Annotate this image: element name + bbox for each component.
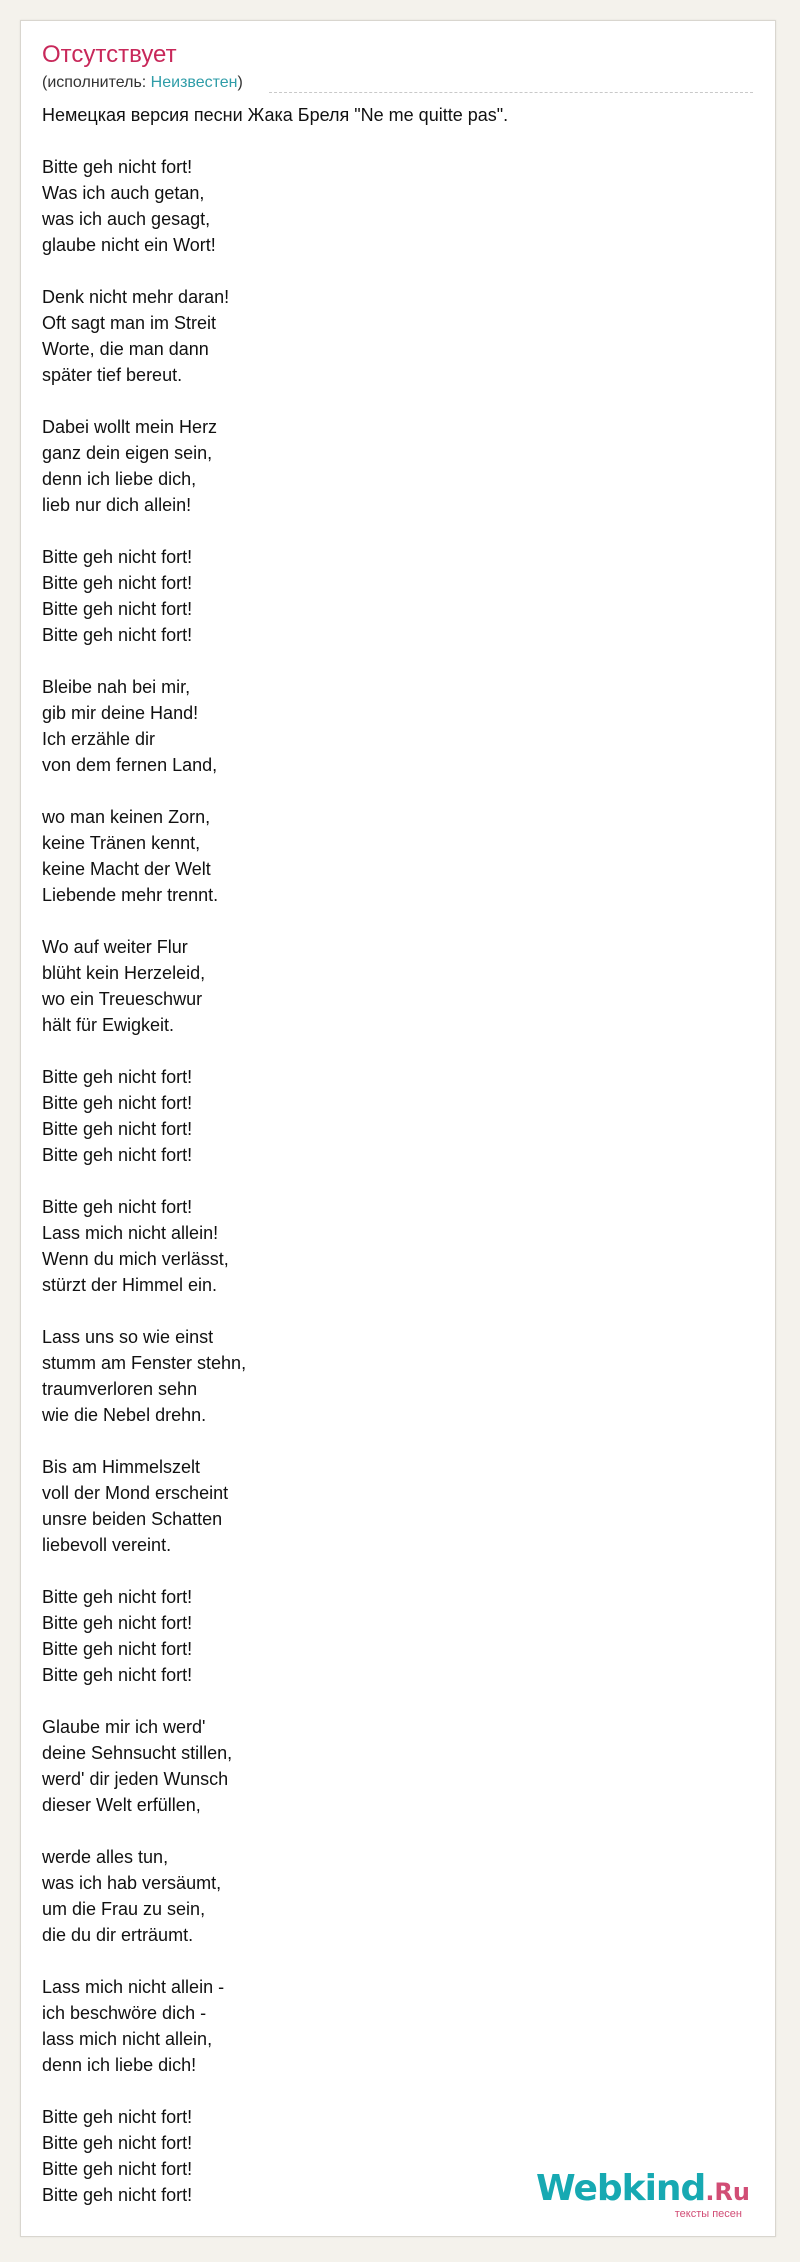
lyric-line: Bitte geh nicht fort! [42, 2107, 193, 2127]
lyric-line: was ich auch gesagt, [42, 209, 211, 229]
lyric-line: Bitte geh nicht fort! [42, 157, 193, 177]
lyric-line: Lass mich nicht allein! [42, 1223, 219, 1243]
lyric-line: dieser Welt erfüllen, [42, 1795, 201, 1815]
artist-link[interactable]: Неизвестен [150, 74, 238, 91]
lyric-line: denn ich liebe dich! [42, 2055, 197, 2075]
lyric-line: um die Frau zu sein, [42, 1899, 206, 1919]
lyric-line: voll der Mond erscheint [42, 1483, 229, 1503]
lyric-line: Bitte geh nicht fort! [42, 573, 193, 593]
lyric-line: wie die Nebel drehn. [42, 1405, 207, 1425]
stanza-gap [42, 1428, 742, 1454]
lyric-line: was ich hab versäumt, [42, 1873, 222, 1893]
lyric-line: Denk nicht mehr daran! [42, 287, 230, 307]
site-logo[interactable] [536, 2168, 750, 2220]
stanza-gap [42, 908, 742, 934]
stanza-gap [42, 388, 742, 414]
stanza-gap [42, 1558, 742, 1584]
lyric-line: ganz dein eigen sein, [42, 443, 213, 463]
stanza-gap [42, 1818, 742, 1844]
logo-tld-text: .Ru [705, 2178, 750, 2206]
lyric-line: Bitte geh nicht fort! [42, 1067, 193, 1087]
lyric-line: wo ein Treueschwur [42, 989, 203, 1009]
stanza-gap [42, 648, 742, 674]
lyric-line: hält für Ewigkeit. [42, 1015, 175, 1035]
lyric-line: Bitte geh nicht fort! [42, 547, 193, 567]
lyric-line: ich beschwöre dich - [42, 2003, 207, 2023]
lyric-line: glaube nicht ein Wort! [42, 235, 216, 255]
lyric-line: Bitte geh nicht fort! [42, 1639, 193, 1659]
stanza-gap [42, 1038, 742, 1064]
stanza-gap [42, 258, 742, 284]
stanza-gap [42, 1688, 742, 1714]
stanza-gap [42, 1298, 742, 1324]
lyric-line: Bis am Himmelszelt [42, 1457, 201, 1477]
lyric-line: Ich erzähle dir [42, 729, 156, 749]
lyric-line: keine Tränen kennt, [42, 833, 201, 853]
lyric-line: gib mir deine Hand! [42, 703, 199, 723]
lyric-line: denn ich liebe dich, [42, 469, 197, 489]
lyric-line: Wo auf weiter Flur [42, 937, 188, 957]
stanza-gap [42, 518, 742, 544]
lyric-line: liebevoll vereint. [42, 1535, 172, 1555]
lyric-line: keine Macht der Welt [42, 859, 211, 879]
lyric-line: Bitte geh nicht fort! [42, 2185, 193, 2205]
lyric-line: werde alles tun, [42, 1847, 169, 1867]
lyric-line: stumm am Fenster stehn, [42, 1353, 247, 1373]
lyric-line: deine Sehnsucht stillen, [42, 1743, 233, 1763]
lyric-line: Bitte geh nicht fort! [42, 599, 193, 619]
lyric-line: Bitte geh nicht fort! [42, 1119, 193, 1139]
lyric-line: traumverloren sehn [42, 1379, 198, 1399]
lyric-line: Dabei wollt mein Herz [42, 417, 218, 437]
lyric-line: Bitte geh nicht fort! [42, 1613, 193, 1633]
lyric-line: Lass mich nicht allein - [42, 1977, 225, 1997]
lyric-line: die du dir erträumt. [42, 1925, 194, 1945]
lyric-line: Bleibe nah bei mir, [42, 677, 191, 697]
stanza-gap [42, 128, 742, 154]
lyric-line: wo man keinen Zorn, [42, 807, 211, 827]
lyric-line: Bitte geh nicht fort! [42, 1665, 193, 1685]
lyric-line: Bitte geh nicht fort! [42, 2133, 193, 2153]
lyric-line: lass mich nicht allein, [42, 2029, 213, 2049]
lyric-line: Was ich auch getan, [42, 183, 205, 203]
lyrics-text [42, 102, 742, 2208]
lyric-line: Wenn du mich verlässt, [42, 1249, 229, 1269]
lyric-line: werd' dir jeden Wunsch [42, 1769, 229, 1789]
lyric-line: Немецкая версия песни Жака Бреля "Ne me quitte pas". [42, 105, 509, 125]
stanza-gap [42, 2078, 742, 2104]
lyric-line: blüht kein Herzeleid, [42, 963, 206, 983]
song-title: Отсутствует [42, 41, 177, 68]
stanza-gap [42, 1948, 742, 1974]
lyric-line: von dem fernen Land, [42, 755, 218, 775]
lyric-line: Bitte geh nicht fort! [42, 1093, 193, 1113]
lyric-line: Worte, die man dann [42, 339, 209, 359]
lyric-line: später tief bereut. [42, 365, 183, 385]
lyric-line: Bitte geh nicht fort! [42, 2159, 193, 2179]
stanza-gap [42, 778, 742, 804]
lyric-line: Glaube mir ich werd' [42, 1717, 206, 1737]
lyric-line: Lass uns so wie einst [42, 1327, 214, 1347]
lyric-line: Liebende mehr trennt. [42, 885, 219, 905]
lyric-line: Bitte geh nicht fort! [42, 625, 193, 645]
lyric-line: Bitte geh nicht fort! [42, 1587, 193, 1607]
lyrics-card [20, 20, 776, 2237]
lyric-line: Oft sagt man im Streit [42, 313, 217, 333]
stanza-gap [42, 1168, 742, 1194]
lyric-line: lieb nur dich allein! [42, 495, 192, 515]
lyric-line: Bitte geh nicht fort! [42, 1145, 193, 1165]
lyric-line: stürzt der Himmel ein. [42, 1275, 218, 1295]
artist-suffix: ) [237, 74, 243, 91]
logo-tagline: тексты песен [674, 2208, 742, 2220]
lyric-line: unsre beiden Schatten [42, 1509, 223, 1529]
artist-prefix: (исполнитель: [42, 74, 151, 91]
artist-line [42, 73, 243, 93]
header-divider [269, 92, 753, 93]
lyric-line: Bitte geh nicht fort! [42, 1197, 193, 1217]
logo-main-text: Webkind [536, 2168, 706, 2209]
